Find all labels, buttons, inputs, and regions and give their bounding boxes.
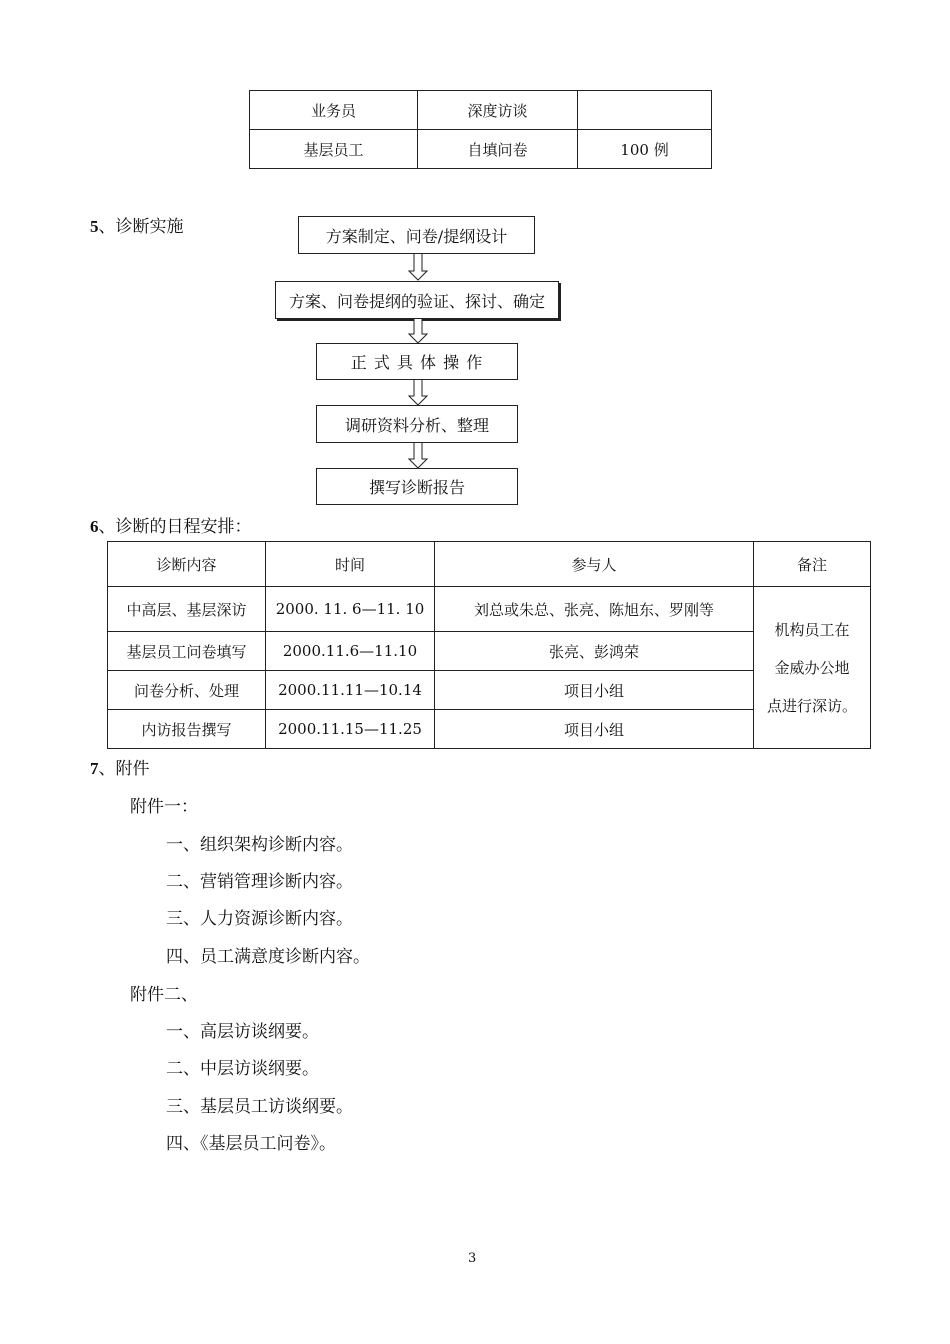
table-cell: 2000.11.11—10.14 <box>266 671 435 710</box>
column-header: 时间 <box>266 542 435 587</box>
attachment-item: 一、组织架构诊断内容。 <box>166 835 353 855</box>
attachment-2-title: 附件二、 <box>130 985 198 1005</box>
column-header: 参与人 <box>435 542 754 587</box>
attachment-1-title: 附件一： <box>130 797 198 817</box>
table-row <box>250 130 712 169</box>
page-number: 3 <box>468 1251 477 1266</box>
table-cell: 基层员工问卷填写 <box>108 632 266 671</box>
table-cell: 刘总或朱总、张亮、陈旭东、罗刚等 <box>435 587 754 632</box>
table-cell: 自填问卷 <box>418 130 578 169</box>
flow-step-4: 调研资料分析、整理 <box>316 405 518 443</box>
section-7-heading <box>90 754 150 779</box>
attachment-item: 三、基层员工访谈纲要。 <box>166 1097 353 1117</box>
attachment-item: 二、营销管理诊断内容。 <box>166 872 353 892</box>
table-header-row <box>108 542 871 587</box>
section-number: 5 <box>90 217 99 236</box>
table-cell: 业务员 <box>250 91 418 130</box>
attachment-item: 一、高层访谈纲要。 <box>166 1022 319 1042</box>
table-cell: 2000.11.6—11.10 <box>266 632 435 671</box>
section-title: 、诊断的日程安排： <box>98 517 252 537</box>
attachment-item: 三、人力资源诊断内容。 <box>166 909 353 929</box>
table-row <box>108 587 871 632</box>
flow-step-2: 方案、问卷提纲的验证、探讨、确定 <box>275 281 559 319</box>
table-cell: 问卷分析、处理 <box>108 671 266 710</box>
attachment-item: 四、员工满意度诊断内容。 <box>166 947 370 967</box>
section-title: 、附件 <box>98 759 150 779</box>
down-arrow-icon <box>408 254 428 281</box>
remark-line: 机构员工在 <box>774 620 850 639</box>
attachment-item: 四、《基层员工问卷》。 <box>166 1134 336 1154</box>
table-cell: 深度访谈 <box>418 91 578 130</box>
table-cell: 基层员工 <box>250 130 418 169</box>
table-cell <box>578 91 712 130</box>
table-cell: 张亮、彭鸿荣 <box>435 632 754 671</box>
attachment-item: 二、中层访谈纲要。 <box>166 1059 319 1079</box>
remark-line: 点进行深访。 <box>766 696 857 715</box>
table-cell: 项目小组 <box>435 671 754 710</box>
flow-step-5: 撰写诊断报告 <box>316 468 518 505</box>
staff-method-table <box>249 90 712 169</box>
table-cell: 2000. 11. 6—11. 10 <box>266 587 435 632</box>
down-arrow-icon <box>408 380 428 406</box>
table-cell: 内访报告撰写 <box>108 710 266 749</box>
table-row <box>250 91 712 130</box>
table-cell: 中高层、基层深访 <box>108 587 266 632</box>
column-header: 诊断内容 <box>108 542 266 587</box>
schedule-table <box>107 541 871 749</box>
section-6-heading <box>90 512 252 537</box>
column-header: 备注 <box>754 542 871 587</box>
section-number: 7 <box>90 759 99 778</box>
section-title: 、诊断实施 <box>98 217 184 237</box>
down-arrow-icon <box>408 319 428 344</box>
table-cell: 100 例 <box>578 130 712 169</box>
section-number: 6 <box>90 517 99 536</box>
flow-step-3: 正 式 具 体 操 作 <box>316 343 518 380</box>
flow-step-1: 方案制定、问卷/提纲设计 <box>298 216 535 254</box>
table-cell: 项目小组 <box>435 710 754 749</box>
remarks-cell <box>754 587 871 749</box>
down-arrow-icon <box>408 443 428 469</box>
section-5-heading <box>90 212 184 237</box>
remark-line: 金威办公地 <box>774 658 850 677</box>
table-cell: 2000.11.15—11.25 <box>266 710 435 749</box>
